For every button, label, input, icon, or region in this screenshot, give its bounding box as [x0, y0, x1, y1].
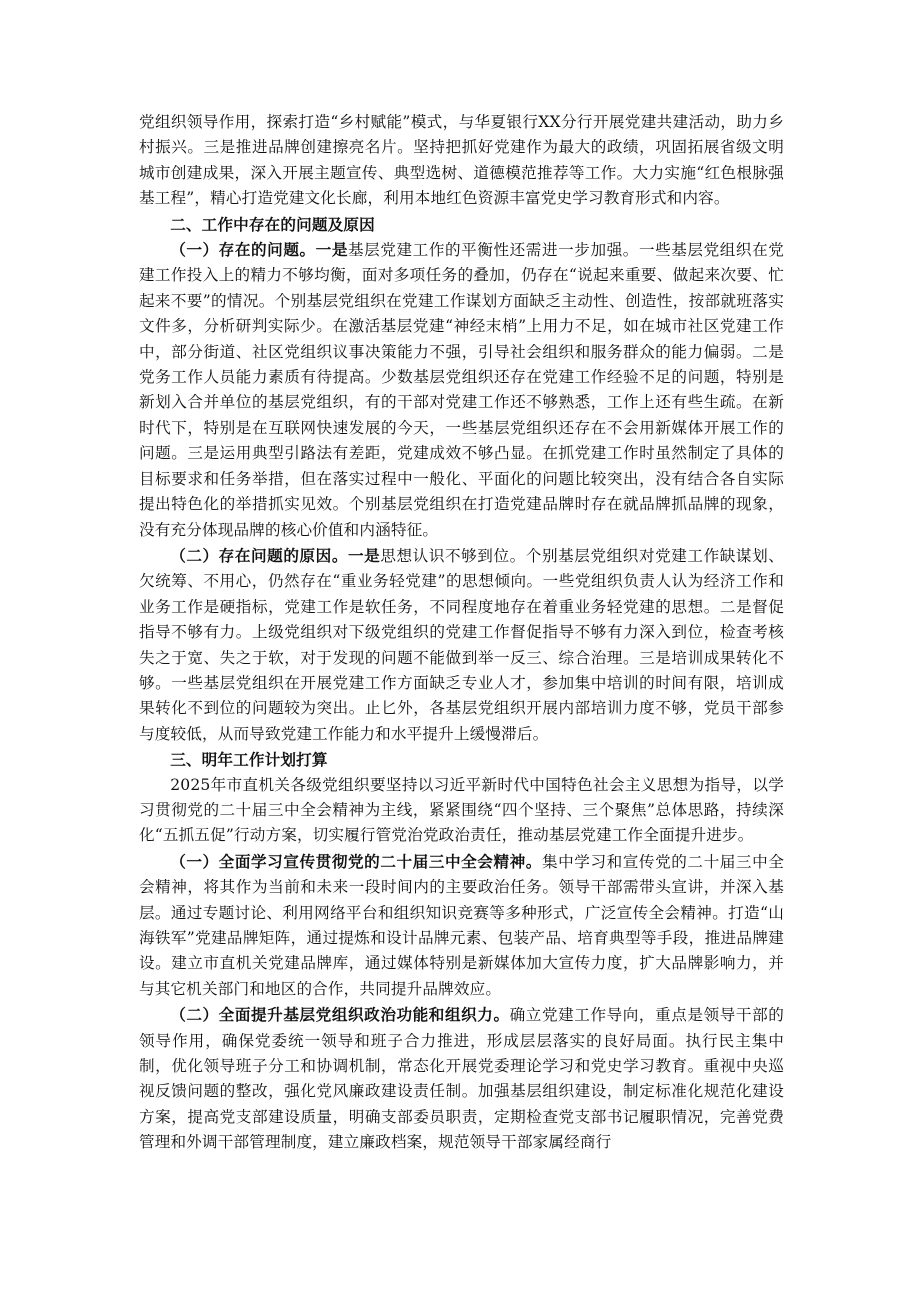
paragraph-body: 思想认识不够到位。个别基层党组织对党建工作缺谋划、欠统筹、不用心，仍然存在“重业务轻党建”的思想倾向。一些党组织负责人认为经济工作和业务工作是硬指标，党建工作是软任务，不同程度地存在着重业务轻党建的思想。二是督促指导不够有力。上级党组织对下级党组织的党建工作督促指导不够有力深入到位，检查考核失之于宽、失之于软，对于发现的问题不能做到举一反三、综合治理。三是培训成果转化不够。一些基层党组织在开展党建工作方面缺乏专业人才，参加集中培训的时间有限，培训成果转化不到位的问题较为突出。止匕外，各基层党组织开展内部培训力度不够，党员干部参与度较低，从而导致党建工作能力和水平提升上缓慢滞后。: [139, 546, 784, 743]
paragraph-problems: [139, 237, 784, 543]
paragraph-lead: （一）全面学习宣传贯彻党的二十届三中全会精神。: [170, 851, 542, 871]
paragraph-lead: （二）存在问题的原因。一是: [170, 545, 381, 565]
paragraph-body: 确立党建工作导向，重点是领导干部的领导作用，确保党委统一领导和班子合力推进，形成层层落实的良好局面。执行民主集中制，优化领导班子分工和协调机制，常态化开展党委理论学习和党史学习教育。重视中央巡视反馈问题的整改，强化党风廉政建设责任制。加强基层组织建设，制定标准化规范化建设方案，提高党支部建设质量，明确支部委员职责，定期检查党支部书记履职情况，完善党费管理和外调干部管理制度，建立廉政档案，规范领导干部家属经商行: [139, 1006, 784, 1152]
paragraph-intro: 党组织领导作用，探索打造“乡村赋能”模式，与华夏银行XX分行开展党建共建活动，助力乡村振兴。三是推进品牌创建擦亮名片。坚持把抓好党建作为最大的政绩，巩固拓展省级文明城市创建成果，深入开展主题宣传、典型选树、道德模范推荐等工作。大力实施“红色根脉强基工程”，精心打造党建文化长廊，利用本地红色资源丰富党史学习教育形式和内容。: [139, 113, 784, 208]
section-heading-problems: 二、工作中存在的问题及原因: [170, 214, 375, 234]
paragraph-organization: [139, 1002, 784, 1155]
section-heading-plan: 三、明年工作计划打算: [170, 750, 328, 770]
paragraph-lead: （一）存在的问题。一是: [170, 240, 348, 260]
paragraph-plan: 2025年市直机关各级党组织要坚持以习近平新时代中国特色社会主义思想为指导，以学习贯彻党的二十届三中全会精神为主线，紧紧围绕“四个坚持、三个聚焦”总体思路，持续深化“五抓五促”行动方案，切实履行管党治党政治责任，推动基层党建工作全面提升进步。: [139, 775, 784, 845]
paragraph-body: 基层党建工作的平衡性还需进一步加强。一些基层党组织在党建工作投入上的精力不够均衡，面对多项任务的叠加，仍存在“说起来重要、做起来次要、忙起来不要”的情况。个别基层党组织在党建工作谋划方面缺乏主动性、创造性，按部就班落实文件多，分析研判实际少。在激活基层党建“神经末梢”上用力不足，如在城市社区党建工作中，部分街道、社区党组织议事决策能力不强，引导社会组织和服务群众的能力偏弱。二是党务工作人员能力素质有待提高。少数基层党组织还存在党建工作经验不足的问题，特别是新划入合并单位的基层党组织，有的干部对党建工作还不够熟悉，工作上还有些生疏。在新时代下，特别是在互联网快速发展的今天，一些基层党组织还存在不会用新媒体开展工作的问题。三是运用典型引路法有差距，党建成效不够凸显。在抓党建工作时虽然制定了具体的目标要求和任务举措，但在落实过程中一般化、平面化的问题比较突出，没有结合各自实际提出特色化的举措抓实见效。个别基层党组织在打造党建品牌时存在就品牌抓品牌的现象，没有充分体现品牌的核心价值和内涵特征。: [139, 241, 784, 539]
paragraph-body: 集中学习和宣传党的二十届三中全会精神，将其作为当前和未来一段时间内的主要政治任务。领导干部需带头宣讲，并深入基层。通过专题讨论、利用网络平台和组织知识竞赛等多种形式，广泛宣传全会精神。打造“山海铁军”党建品牌矩阵，通过提炼和设计品牌元素、包装产品、培育典型等手段，推进品牌建设。建立市直机关党建品牌库，通过媒体特别是新媒体加大宣传力度，扩大品牌影响力，并与其它机关部门和地区的合作，共同提升品牌效应。: [139, 852, 784, 998]
paragraph-causes: [139, 543, 784, 747]
paragraph-lead: （二）全面提升基层党组织政治功能和组织力。: [170, 1005, 510, 1025]
paragraph-plenum: [139, 849, 784, 1002]
document-page: [139, 110, 784, 1156]
